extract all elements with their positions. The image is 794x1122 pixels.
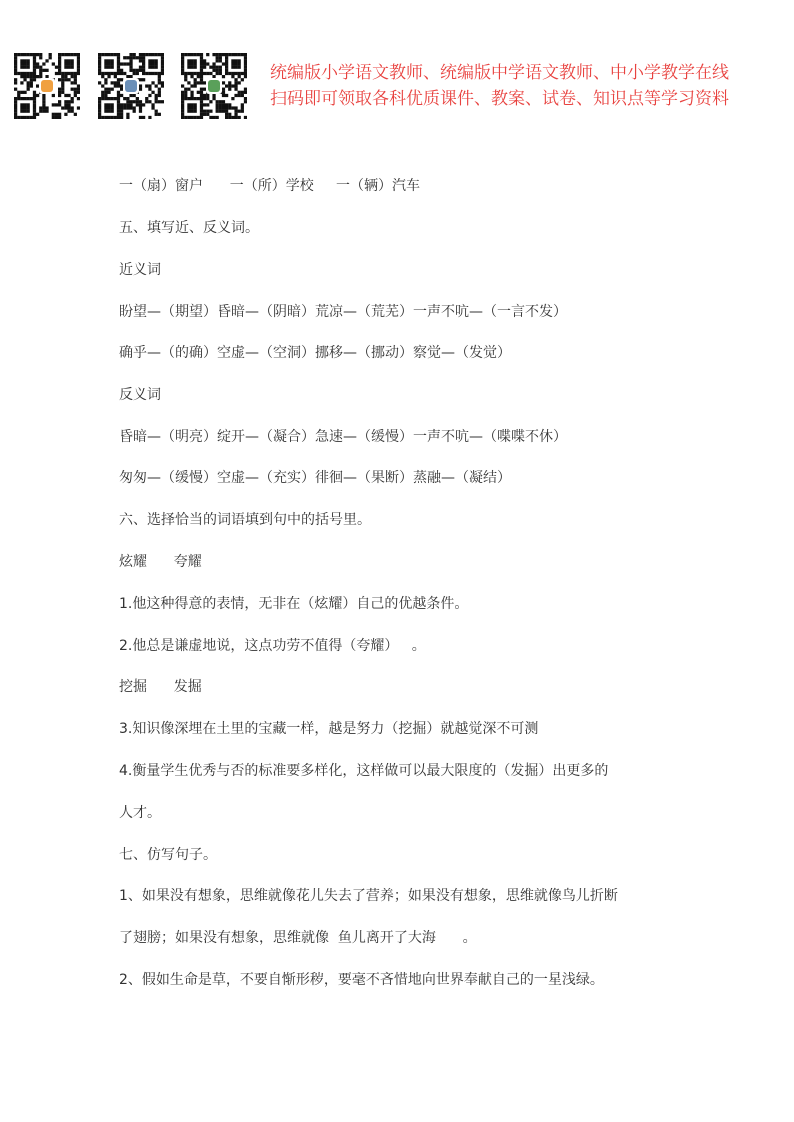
section-heading: 七、仿写句子。 [119,847,217,863]
section-heading: 五、填写近、反义词。 [119,220,259,236]
exercise-line: 3.知识像深埋在土里的宝藏一样，越是努力（挖掘）就越觉深不可测 [119,721,539,737]
section-heading: 六、选择恰当的词语填到句中的括号里。 [119,512,371,528]
exercise-line: 2.他总是谦虚地说，这点功劳不值得（夸耀） 。 [119,638,426,654]
measure-word-line: 一（扇）窗户 一（所）学校 一（辆）汽车 [119,178,420,194]
banner-line-1: 统编版小学语文教师、统编版中学语文教师、中小学教学在线 [270,63,729,83]
word-choice-line: 挖掘 发掘 [119,679,202,695]
subheading: 反义词 [119,387,161,403]
qr-code-icon[interactable] [14,53,80,119]
antonym-line: 昏暗—（明亮）绽开—（凝合）急速—（缓慢）一声不吭—（喋喋不休） [119,429,567,445]
exercise-line: 1.他这种得意的表情，无非在（炫耀）自己的优越条件。 [119,596,469,612]
qr-code-icon[interactable] [98,53,164,119]
exercise-line: 人才。 [119,805,161,821]
exercise-line: 1、如果没有想象，思维就像花儿失去了营养；如果没有想象，思维就像鸟儿折断 [119,888,618,904]
synonym-line: 盼望—（期望）昏暗—（阴暗）荒凉—（荒芜）一声不吭—（一言不发） [119,304,567,320]
banner-text [270,60,780,112]
banner-line-2: 扫码即可领取各科优质课件、教案、试卷、知识点等学习资料 [270,89,729,109]
qr-code-icon[interactable] [181,53,247,119]
antonym-line: 匆匆—（缓慢）空虚—（充实）徘徊—（果断）蒸融—（凝结） [119,470,511,486]
exercise-line: 2、假如生命是草，不要自惭形秽，要毫不吝惜地向世界奉献自己的一星浅绿。 [119,972,604,988]
subheading: 近义词 [119,262,161,278]
exercise-line: 了翅膀；如果没有想象，思维就像 鱼儿离开了大海 。 [119,930,477,946]
synonym-line: 确乎—（的确）空虚—（空洞）挪移—（挪动）察觉—（发觉） [119,345,511,361]
exercise-line: 4.衡量学生优秀与否的标准要多样化，这样做可以最大限度的（发掘）出更多的 [119,763,609,779]
header-banner [14,50,780,122]
word-choice-line: 炫耀 夸耀 [119,554,202,570]
